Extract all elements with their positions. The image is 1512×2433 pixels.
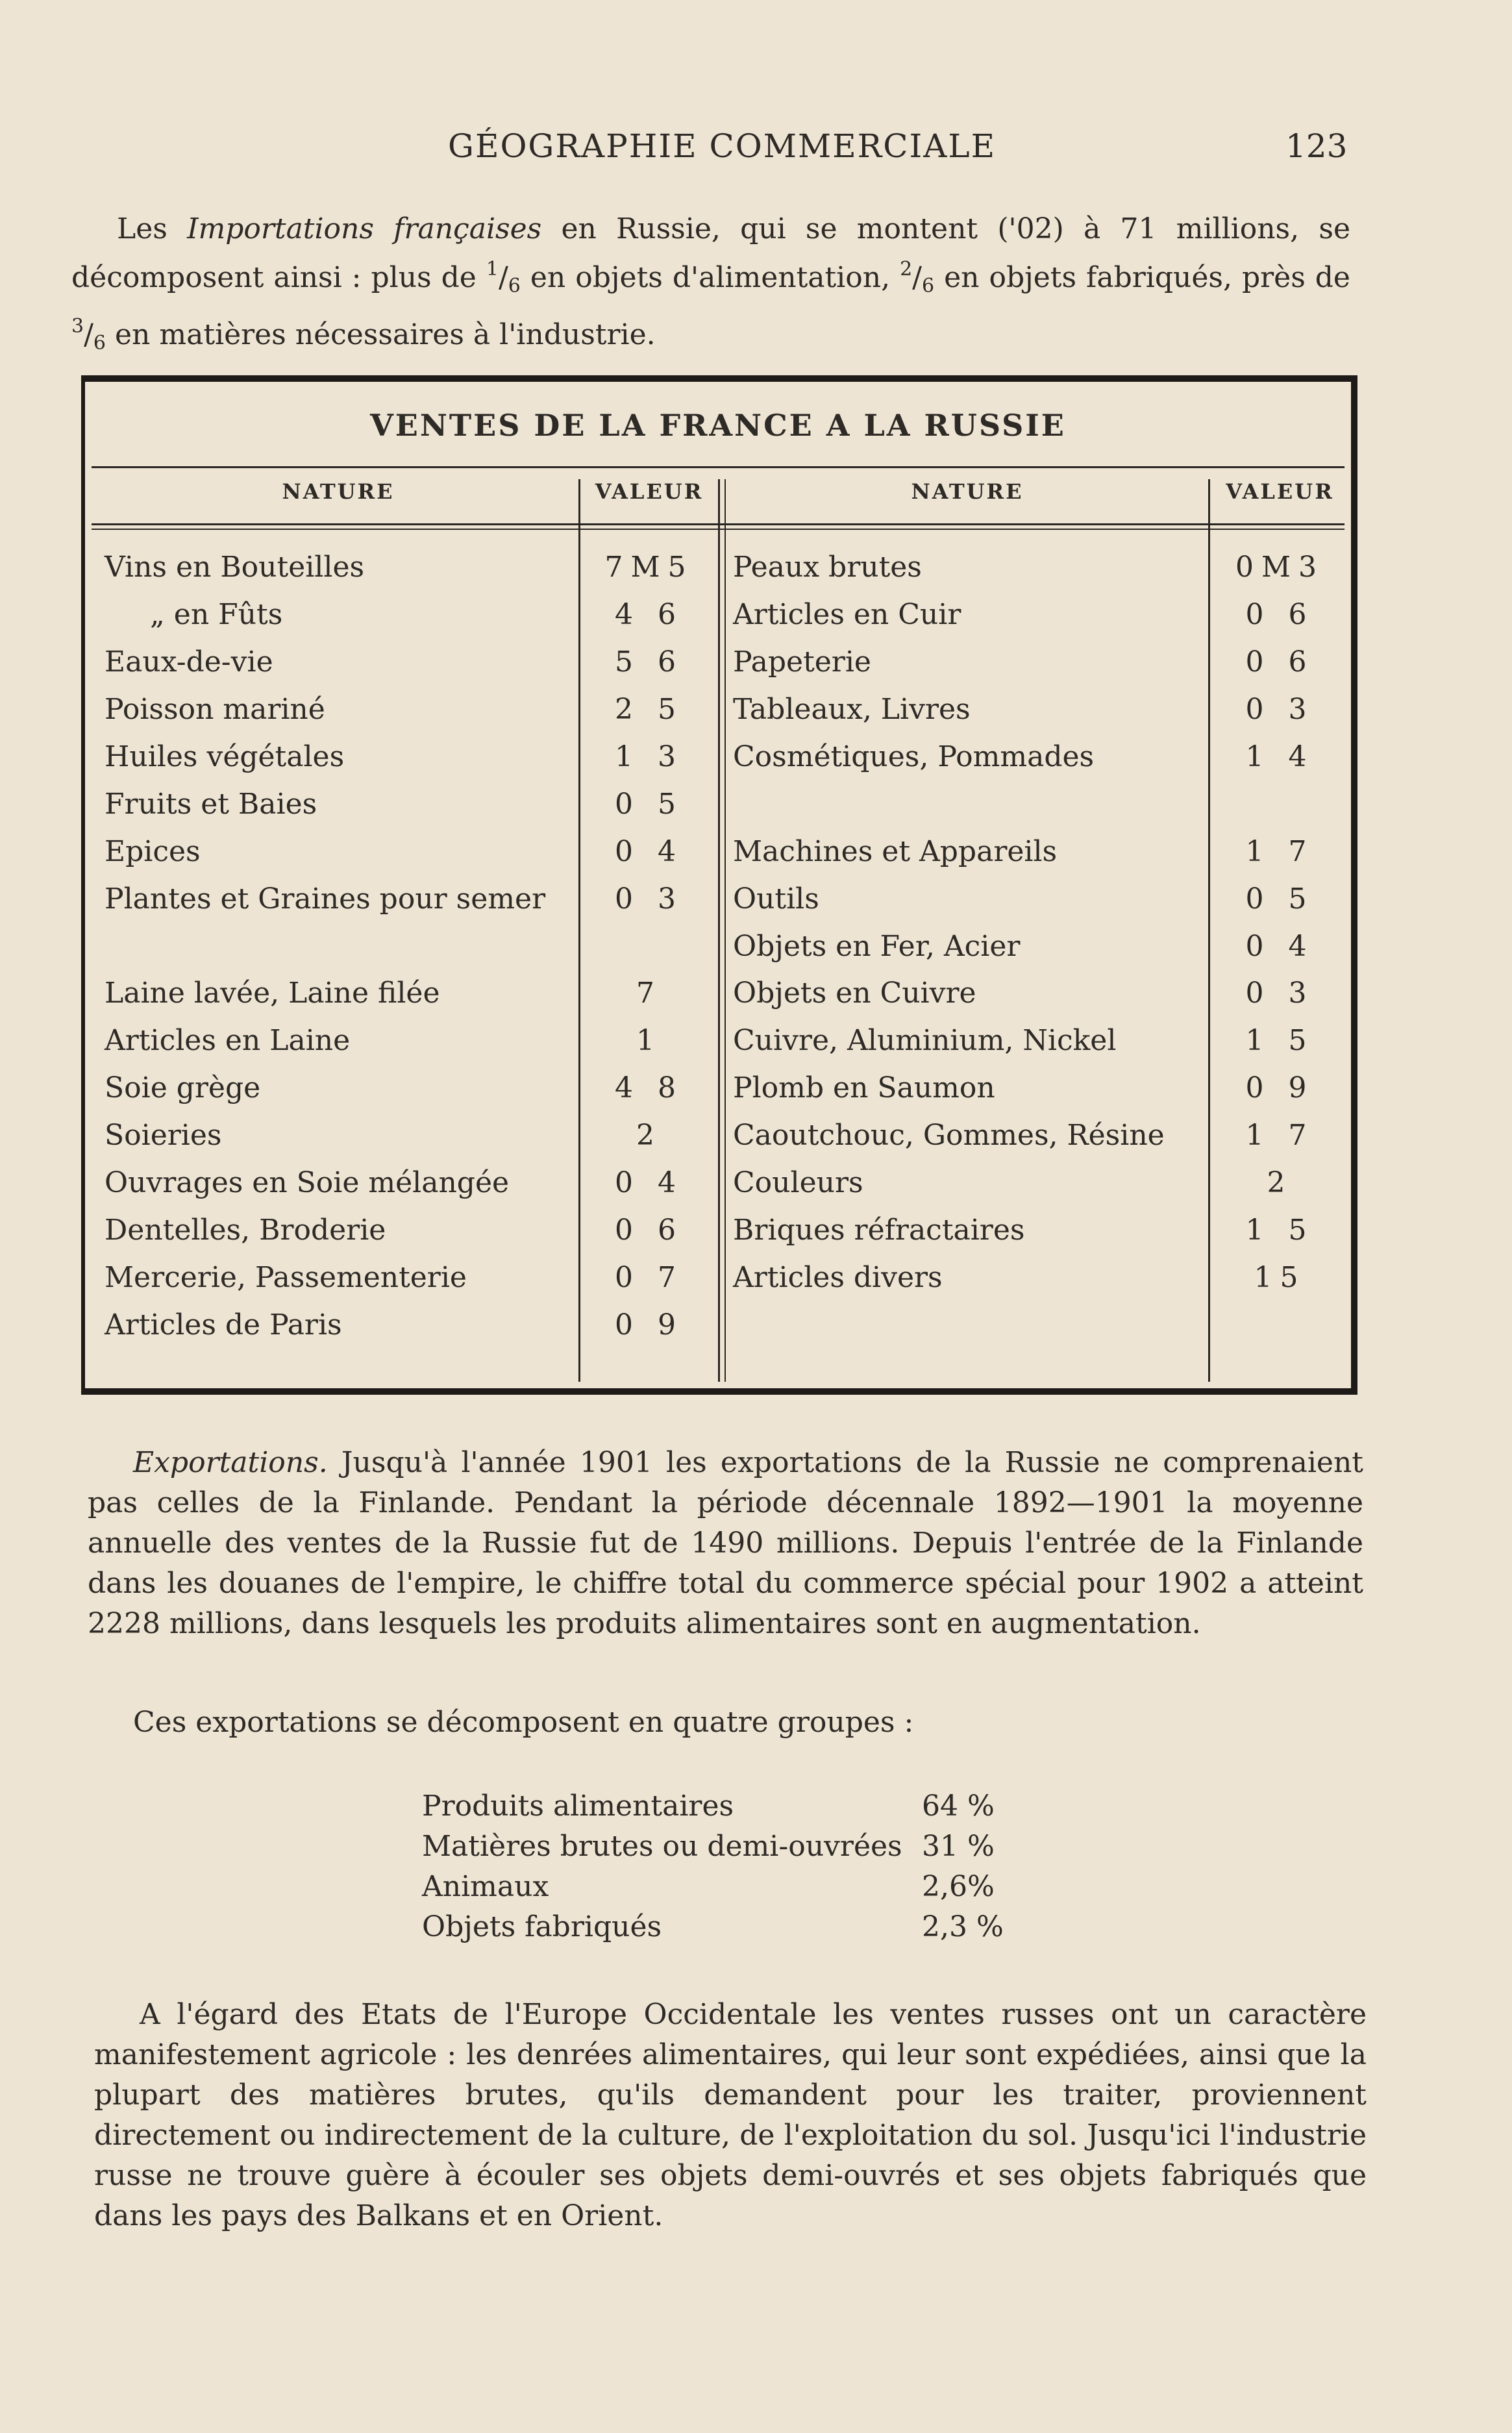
left-row-value: 2 <box>636 1119 662 1152</box>
left-row-value: 5 6 <box>615 645 684 679</box>
left-row-value: 4 8 <box>615 1071 684 1104</box>
header-nature-left: NATURE <box>282 479 395 504</box>
header-nature-right: NATURE <box>911 479 1024 504</box>
running-title: GÉOGRAPHIE COMMERCIALE <box>448 127 997 165</box>
table-title: VENTES DE LA FRANCE A LA RUSSIE <box>370 408 1066 443</box>
left-row-value: 0 7 <box>615 1261 684 1294</box>
left-row-name: Epices <box>105 835 201 868</box>
left-row-value: 0 5 <box>615 788 684 821</box>
right-row-value: 1 4 <box>1245 740 1315 773</box>
group-label: Objets fabriqués <box>422 1910 662 1943</box>
right-row-value: 15 <box>1254 1261 1306 1294</box>
page-number: 123 <box>1285 127 1348 165</box>
header-valeur-left: VALEUR <box>595 479 704 504</box>
left-row-value: 7M5 <box>604 551 694 584</box>
left-row-value: 1 3 <box>615 740 684 773</box>
left-row-name: Soie grège <box>105 1071 261 1104</box>
fraction-three-sixths: $^3/_6$ <box>71 315 106 355</box>
left-row-name: Eaux-de-vie <box>105 645 273 679</box>
col-rule-2b <box>725 479 726 1382</box>
right-row-name: Objets en Cuivre <box>733 977 976 1010</box>
right-row-name: Articles divers <box>733 1261 943 1294</box>
sales-table <box>81 375 1357 1395</box>
left-row-value: 2 5 <box>615 693 684 726</box>
group-label: Animaux <box>422 1870 549 1903</box>
right-row-name: Machines et Appareils <box>733 835 1058 868</box>
left-row-value: 0 4 <box>615 835 684 868</box>
group-label: Produits alimentaires <box>422 1790 734 1823</box>
left-row-name: Laine lavée, Laine filée <box>105 977 440 1010</box>
right-row-name: Cuivre, Aluminium, Nickel <box>733 1024 1117 1057</box>
left-row-name: Articles de Paris <box>105 1308 342 1341</box>
left-row-name: „ en Fûts <box>150 598 283 631</box>
right-row-value: 0 5 <box>1245 882 1315 916</box>
left-row-name: Vins en Bouteilles <box>105 551 365 584</box>
right-row-name: Briques réfractaires <box>733 1214 1025 1247</box>
left-row-name: Mercerie, Passementerie <box>105 1261 467 1294</box>
left-row-name: Plantes et Graines pour semer <box>105 882 546 916</box>
right-row-name: Peaux brutes <box>733 551 922 584</box>
left-row-value: 7 <box>636 977 662 1010</box>
left-row-name: Huiles végétales <box>105 740 345 773</box>
left-row-name: Ouvrages en Soie mélangée <box>105 1166 510 1199</box>
group-value: 2,3 % <box>922 1910 1004 1943</box>
left-row-value: 1 <box>636 1024 662 1057</box>
exportations-lead: Exportations. <box>133 1446 328 1479</box>
right-row-value: 0M3 <box>1235 551 1325 584</box>
intro-paragraph: Les Importations françaises en Russie, qui se montent ('02) à 71 millions, se décomposent ainsi : plus de $^1/_6$ en objets d'alimentation, $^2/_6$ en objets fabriqués, près de $^3/_6$ en matières nécessaires à l'industrie. <box>71 212 1350 355</box>
left-row-value: 0 4 <box>615 1166 684 1199</box>
group-value: 2,6% <box>922 1870 995 1903</box>
right-row-name: Papeterie <box>733 645 871 679</box>
right-row-value: 0 3 <box>1245 977 1315 1010</box>
right-row-name: Articles en Cuir <box>733 598 961 631</box>
left-row-name: Soieries <box>105 1119 222 1152</box>
right-row-name: Caoutchouc, Gommes, Résine <box>733 1119 1165 1152</box>
fraction-one-sixth: $^1/_6$ <box>486 258 521 297</box>
right-row-value: 0 6 <box>1245 598 1315 631</box>
right-row-name: Couleurs <box>733 1166 863 1199</box>
fraction-two-sixths: $^2/_6$ <box>900 258 935 297</box>
left-row-name: Poisson mariné <box>105 693 325 726</box>
right-row-name: Plomb en Saumon <box>733 1071 995 1104</box>
left-row-value: 0 6 <box>615 1214 684 1247</box>
exportations-paragraph: Exportations. Jusqu'à l'année 1901 les exportations de la Russie ne comprenaient pas celles de la Finlande. Pendant la période décennale 1892—1901 la moyenne annuelle des ventes de la Russie fut de 1490 millions. Depuis l'entrée de la Finlande dans les douanes de l'empire, le chiffre total du commerce spécial pour 1902 a atteint 2228 millions, dans lesquels les produits alimentaires sont en augmentation. <box>88 1446 1363 1640</box>
right-row-value: 0 3 <box>1245 693 1315 726</box>
right-row-value: 2 <box>1267 1166 1293 1199</box>
right-row-name: Objets en Fer, Acier <box>733 930 1021 963</box>
group-value: 31 % <box>922 1830 995 1863</box>
right-row-name: Outils <box>733 882 819 916</box>
header-valeur-right: VALEUR <box>1226 479 1334 504</box>
right-row-value: 0 6 <box>1245 645 1315 679</box>
right-row-value: 1 7 <box>1245 835 1315 868</box>
group-label: Matières brutes ou demi-ouvrées <box>422 1830 902 1863</box>
left-row-value: 4 6 <box>615 598 684 631</box>
right-row-name: Cosmétiques, Pommades <box>733 740 1095 773</box>
right-row-value: 1 7 <box>1245 1119 1315 1152</box>
groups-intro: Ces exportations se décomposent en quatre groupes : <box>133 1706 914 1739</box>
col-rule-2 <box>718 479 720 1382</box>
group-value: 64 % <box>922 1790 995 1823</box>
right-row-name: Tableaux, Livres <box>733 693 971 726</box>
right-row-value: 0 9 <box>1245 1071 1315 1104</box>
right-row-value: 1 5 <box>1245 1214 1315 1247</box>
right-row-value: 0 4 <box>1245 930 1315 963</box>
left-row-name: Dentelles, Broderie <box>105 1214 386 1247</box>
intro-emphasis: Importations françaises <box>187 212 542 245</box>
left-row-value: 0 9 <box>615 1308 684 1341</box>
left-row-name: Articles en Laine <box>105 1024 351 1057</box>
left-row-name: Fruits et Baies <box>105 788 317 821</box>
right-row-value: 1 5 <box>1245 1024 1315 1057</box>
title-rule <box>92 466 1345 468</box>
left-row-value: 0 3 <box>615 882 684 916</box>
closing-paragraph: A l'égard des Etats de l'Europe Occidentale les ventes russes ont un caractère manifestement agricole : les denrées alimentaires, qui leur sont expédiées, ainsi que la plupart des matières brutes, qu'ils demandent pour les traiter, proviennent directement ou indirectement de la culture, de l'exploitation du sol. Jusqu'ici l'industrie russe ne trouve guère à écouler ses objets demi-ouvrés et ses objets fabriqués que dans les pays des Balkans et en Orient. <box>94 1998 1367 2232</box>
